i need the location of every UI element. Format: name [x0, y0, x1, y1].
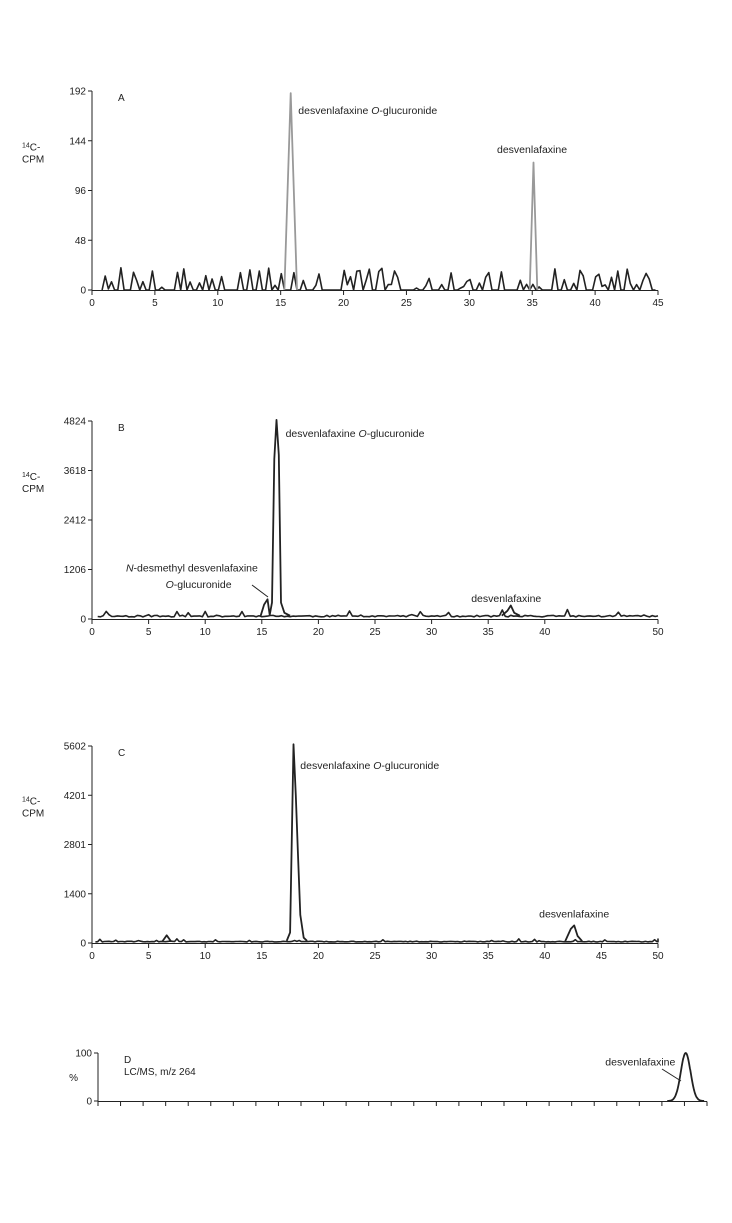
- y-axis-label-line1: C-: [29, 142, 41, 154]
- y-axis-label-line2: CPM: [22, 484, 45, 495]
- x-tick-label: 45: [595, 951, 607, 962]
- annotation-label: [166, 579, 232, 591]
- y-axis-label-superscript: 14: [22, 472, 30, 479]
- annotation-label: [286, 428, 425, 440]
- y-tick-label: 3618: [63, 466, 86, 477]
- x-tick-label: 50: [652, 627, 664, 638]
- y-tick-label: 1206: [63, 565, 86, 576]
- x-tick-label: 20: [312, 627, 324, 638]
- y-tick-label: 5602: [63, 741, 86, 753]
- series-2-line: [502, 606, 520, 616]
- panel-letter: D: [124, 1055, 132, 1066]
- y-tick-label: 192: [69, 86, 86, 98]
- annotation-label: [605, 1056, 675, 1068]
- annotation-text: desvenlafaxine: [300, 759, 374, 772]
- x-tick-label: 5: [145, 951, 152, 962]
- annotation-leader-line: [662, 1069, 681, 1081]
- y-tick-label: 0: [80, 285, 86, 297]
- panel-letter: C: [118, 748, 126, 759]
- annotation-text: -glucuronide: [366, 427, 425, 440]
- series-2-line: [530, 163, 538, 291]
- annotation-text: desvenlafaxine: [471, 592, 542, 605]
- annotation-text: desvenlafaxine: [285, 427, 359, 440]
- baseline-trace: [95, 939, 658, 942]
- x-tick-label: 35: [482, 627, 494, 638]
- y-axis-label-line1: C-: [29, 472, 41, 483]
- annotation-italic: O: [358, 427, 367, 440]
- x-tick-label: 5: [145, 627, 152, 638]
- annotation-italic: O: [371, 104, 380, 117]
- y-tick-label: 0: [80, 938, 86, 950]
- annotation-leader-line: [252, 585, 268, 597]
- y-tick-label: 0: [80, 614, 86, 626]
- annotation-italic: N: [125, 562, 134, 575]
- chart-panel-a: [22, 87, 664, 310]
- baseline-trace: [98, 610, 658, 617]
- chart-panel-d: [69, 1049, 707, 1108]
- x-tick-label: 30: [463, 298, 475, 309]
- y-axis-label-line2: CPM: [22, 808, 45, 820]
- y-axis-label: %: [69, 1073, 78, 1084]
- annotation-text: desvenlafaxine: [539, 908, 610, 921]
- x-tick-label: 15: [256, 627, 268, 638]
- x-tick-label: 45: [652, 298, 664, 309]
- y-tick-label: 100: [75, 1048, 92, 1060]
- x-tick-label: 0: [89, 298, 95, 309]
- x-tick-label: 10: [199, 627, 211, 638]
- x-tick-label: 25: [369, 627, 381, 638]
- x-tick-label: 10: [212, 298, 224, 309]
- annotation-label: [471, 593, 541, 605]
- x-tick-label: 20: [312, 951, 324, 962]
- series-3-line: [565, 925, 582, 941]
- y-tick-label: 144: [69, 136, 86, 148]
- y-axis-label: [22, 797, 40, 808]
- x-tick-label: 5: [152, 298, 158, 309]
- x-tick-label: 0: [89, 951, 95, 962]
- y-tick-label: 96: [74, 186, 86, 197]
- x-tick-label: 15: [275, 298, 287, 309]
- annotation-label: [298, 105, 437, 117]
- series-2-line: [162, 935, 171, 941]
- x-tick-label: 25: [400, 298, 413, 309]
- annotation-label: [126, 562, 258, 574]
- y-tick-label: 0: [86, 1096, 92, 1108]
- annotation-italic: O: [373, 759, 382, 772]
- y-tick-label: 2412: [63, 515, 86, 527]
- x-tick-label: 35: [482, 951, 494, 962]
- y-tick-label: 2801: [63, 840, 86, 851]
- x-tick-label: 20: [337, 298, 350, 309]
- annotation-label: [300, 760, 439, 772]
- baseline-trace: [102, 268, 655, 290]
- annotation-text: desvenlafaxine: [605, 1056, 676, 1069]
- x-tick-label: 35: [526, 298, 538, 309]
- annotation-text: -desmethyl desvenlafaxine: [133, 562, 258, 575]
- x-tick-label: 40: [539, 951, 551, 962]
- y-tick-label: 4824: [63, 416, 86, 428]
- annotation-text: desvenlafaxine: [497, 144, 568, 157]
- annotation-text: -glucuronide: [381, 759, 440, 772]
- series-1-line: [287, 744, 307, 941]
- y-axis-label-line1: C-: [29, 796, 41, 808]
- y-axis-label-superscript: 14: [22, 142, 30, 150]
- annotation-label: [497, 144, 567, 156]
- annotation-label: [539, 909, 609, 921]
- x-tick-label: 50: [652, 951, 664, 962]
- panel-letter: B: [118, 423, 125, 434]
- x-tick-label: 30: [426, 951, 438, 962]
- chart-panel-c: [22, 742, 664, 963]
- annotation-text: -glucuronide: [379, 104, 438, 117]
- annotation-text: desvenlafaxine: [298, 104, 372, 117]
- y-axis-label-superscript: 14: [22, 796, 30, 804]
- chart-panel-b: [22, 417, 664, 639]
- x-tick-label: 40: [589, 298, 601, 309]
- x-tick-label: 10: [199, 951, 211, 962]
- x-tick-label: 15: [256, 951, 268, 962]
- x-tick-label: 0: [89, 627, 95, 638]
- y-axis-label: [22, 143, 40, 154]
- annotation-italic: O: [165, 578, 174, 591]
- x-tick-label: 30: [426, 627, 438, 638]
- series-1-line: [261, 420, 290, 616]
- y-axis-label-line2: CPM: [22, 154, 45, 166]
- y-tick-label: 4201: [63, 790, 86, 802]
- y-tick-label: 1400: [63, 889, 86, 901]
- x-tick-label: 40: [539, 627, 551, 638]
- panel-letter: A: [118, 93, 125, 104]
- annotation-text: -glucuronide: [173, 578, 232, 591]
- y-axis-label: [22, 472, 40, 483]
- x-tick-label: 25: [369, 951, 381, 962]
- y-tick-label: 48: [74, 235, 86, 247]
- series-1-line: [284, 93, 297, 290]
- panel-subtitle: LC/MS, m/z 264: [124, 1067, 196, 1078]
